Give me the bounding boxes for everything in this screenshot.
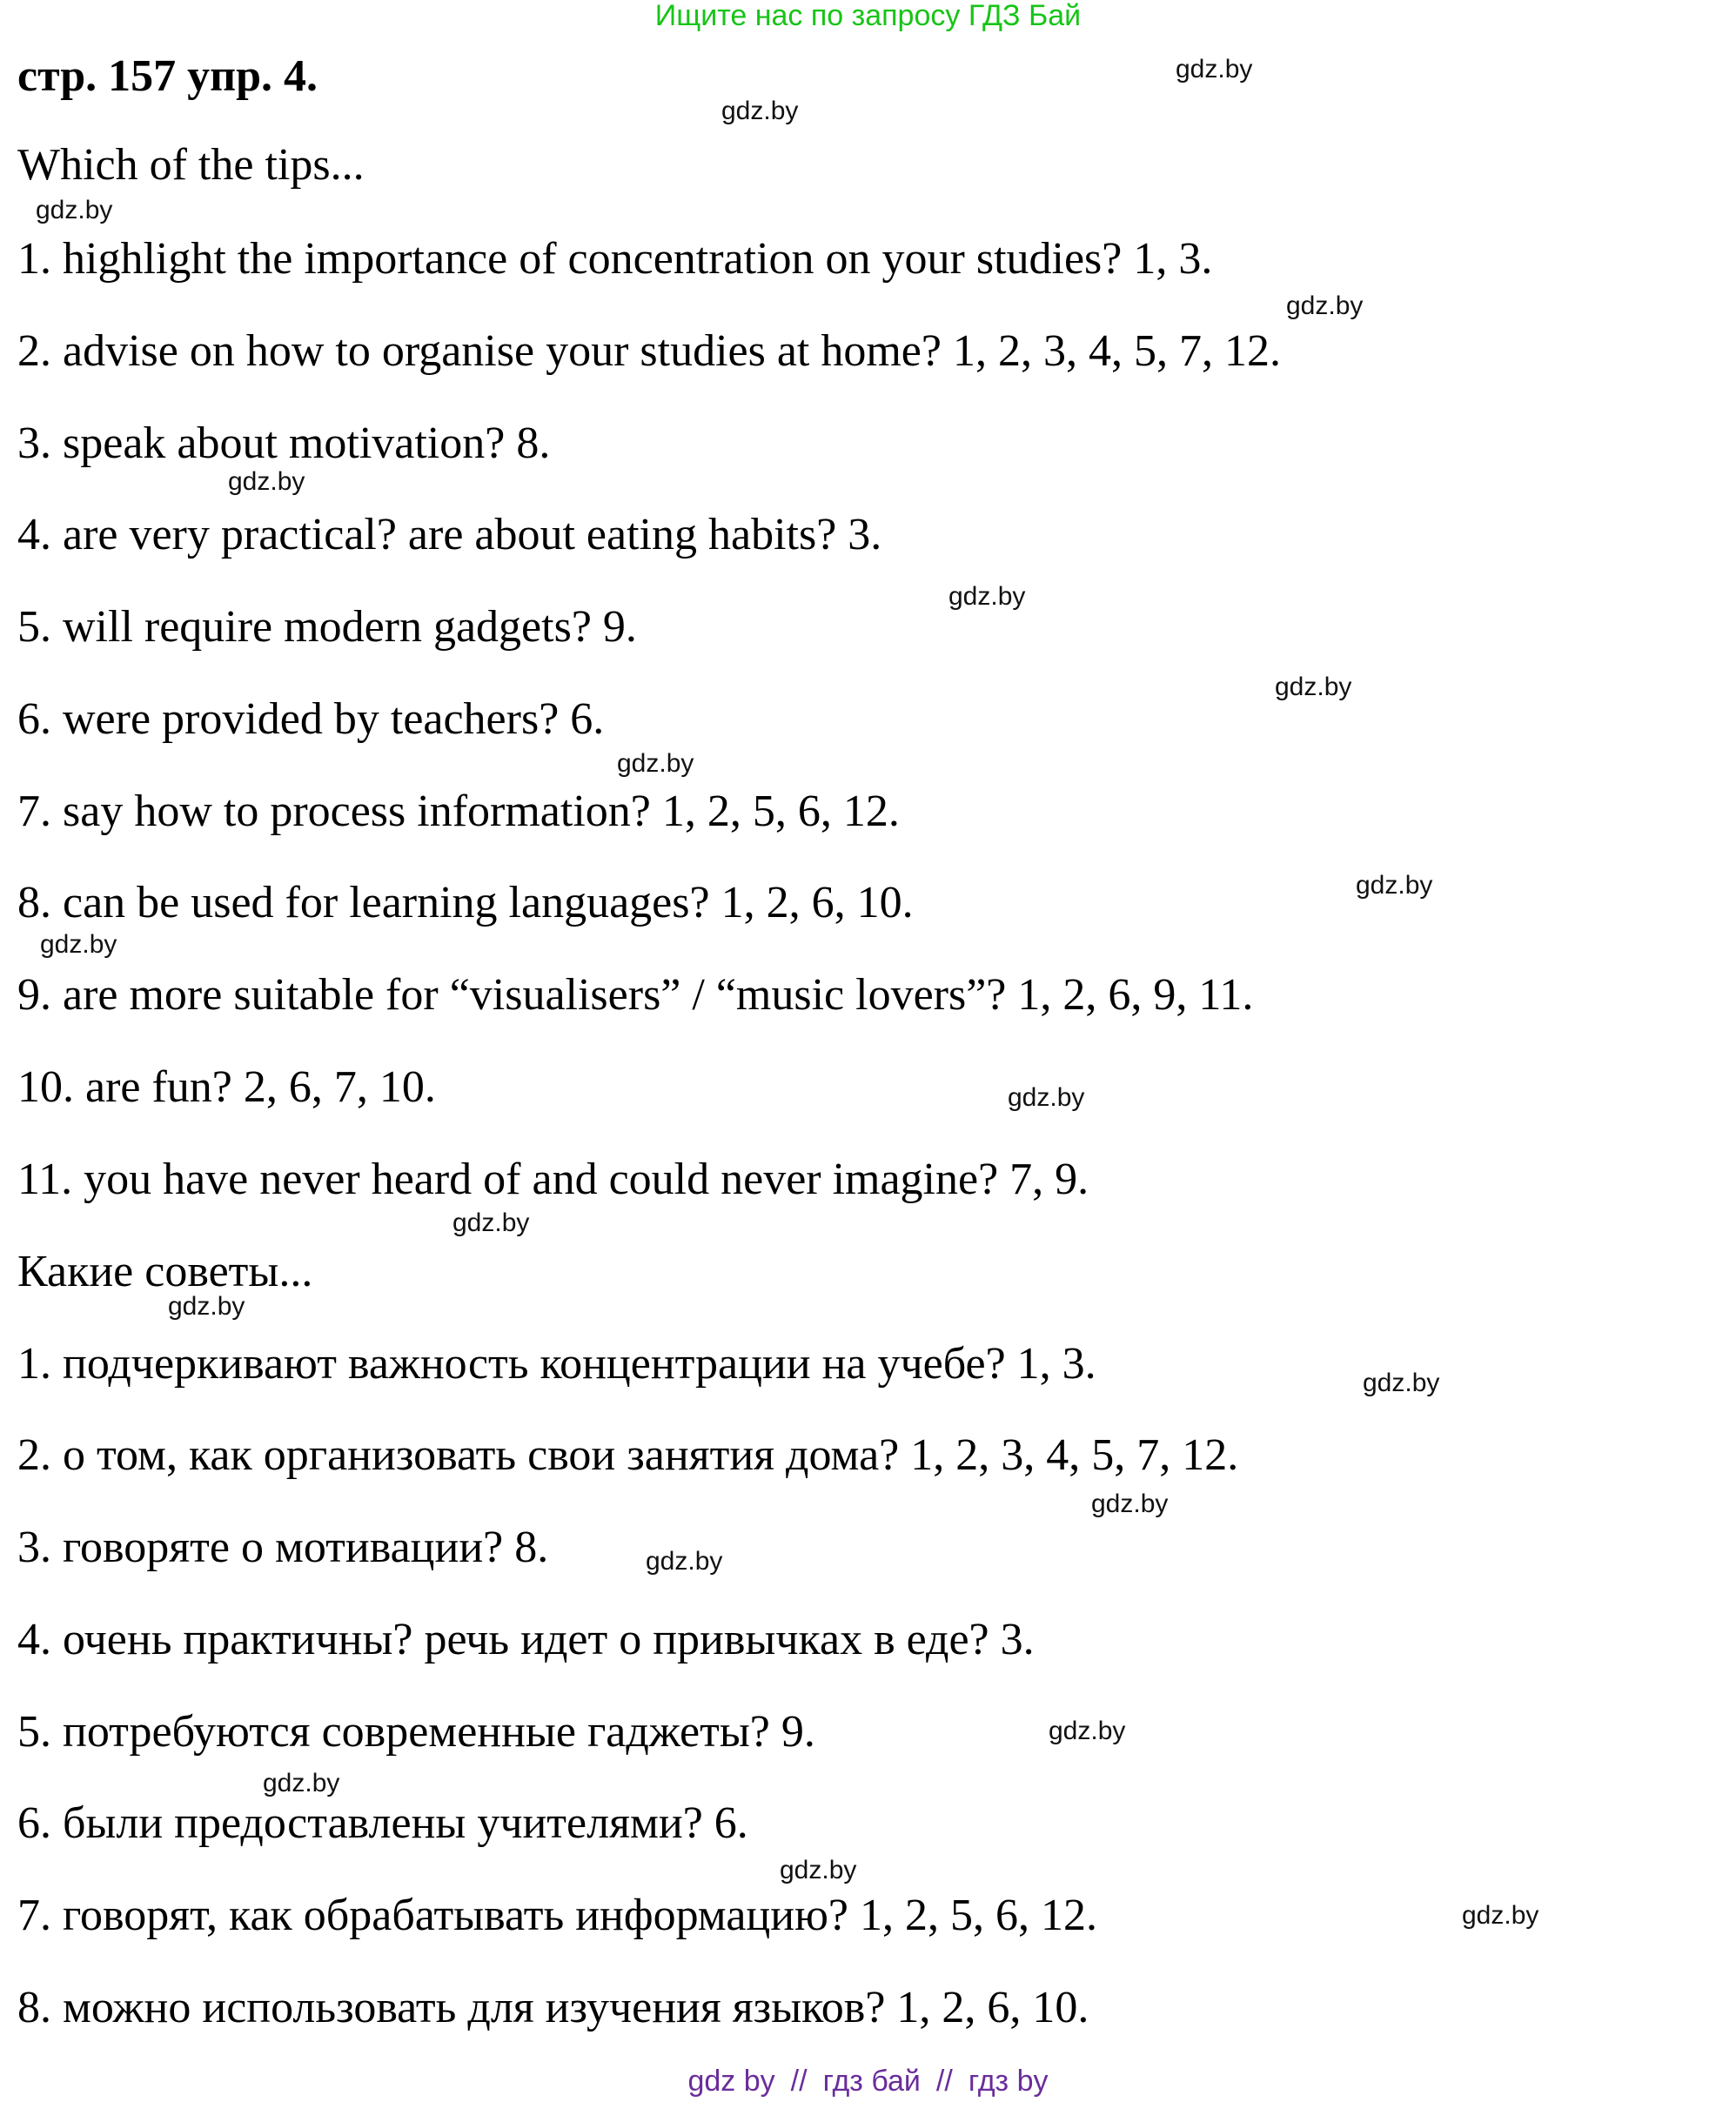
english-item: 9. are more suitable for “visualisers” / “music lovers”? 1, 2, 6, 9, 11. [17,970,1254,1020]
english-item: 11. you have never heard of and could never imagine? 7, 9. [17,1155,1089,1204]
watermark: gdz.by [721,97,799,125]
english-item: 6. were provided by teachers? 6. [17,694,605,744]
watermark: gdz.by [1008,1083,1085,1112]
english-item: 7. say how to process information? 1, 2, 5, 6, 12. [17,787,900,836]
english-item: 3. speak about motivation? 8. [17,418,551,468]
russian-item: 6. были предоставлены учителями? 6. [17,1798,748,1848]
watermark: gdz.by [1091,1489,1169,1518]
english-item: 2. advise on how to organise your studies at home? 1, 2, 3, 4, 5, 7, 12. [17,326,1281,376]
watermark: gdz.by [168,1292,245,1321]
russian-item: 5. потребуются современные гаджеты? 9. [17,1707,815,1757]
russian-item: 2. о том, как организовать свои занятия дома? 1, 2, 3, 4, 5, 7, 12. [17,1430,1239,1480]
watermark: gdz.by [1275,673,1352,701]
english-item: 8. can be used for learning languages? 1, 2, 6, 10. [17,878,914,927]
footer-link-gdz-by[interactable]: gdz by [687,2065,775,2098]
footer-link-gdz-by-ru[interactable]: гдз by [968,2065,1049,2098]
footer-separator: // [790,2065,808,2098]
watermark: gdz.by [1049,1717,1126,1745]
watermark: gdz.by [948,582,1026,611]
watermark: gdz.by [1356,871,1433,900]
watermark: gdz.by [780,1856,857,1884]
english-intro: Which of the tips... [17,140,365,190]
watermark: gdz.by [40,930,117,959]
search-banner: Ищите нас по запросу ГДЗ Бай [654,0,1082,32]
english-item: 10. are fun? 2, 6, 7, 10. [17,1062,436,1112]
english-item: 4. are very practical? are about eating habits? 3. [17,510,882,559]
watermark: gdz.by [646,1547,723,1576]
english-item: 1. highlight the importance of concentration on your studies? 1, 3. [17,234,1213,284]
watermark: gdz.by [1462,1901,1539,1930]
russian-item: 8. можно использовать для изучения языков? 1, 2, 6, 10. [17,1983,1089,2032]
footer-separator: // [935,2065,953,2098]
footer-links [0,2064,1736,2099]
watermark: gdz.by [228,467,305,496]
watermark: gdz.by [36,196,113,224]
watermark: gdz.by [1176,55,1253,84]
watermark: gdz.by [263,1769,340,1797]
russian-item: 3. говоряте о мотивации? 8. [17,1523,549,1572]
english-item: 5. will require modern gadgets? 9. [17,602,637,652]
russian-item: 1. подчеркивают важность концентрации на учебе? 1, 3. [17,1339,1096,1389]
watermark: gdz.by [1286,291,1364,320]
footer-link-gdz-bai[interactable]: гдз бай [822,2065,921,2098]
page-title: стр. 157 упр. 4. [17,51,318,101]
watermark: gdz.by [1363,1369,1440,1397]
russian-intro: Какие советы... [17,1247,313,1296]
watermark: gdz.by [452,1208,530,1237]
watermark: gdz.by [617,749,694,778]
russian-item: 7. говорят, как обрабатывать информацию? 1, 2, 5, 6, 12. [17,1891,1097,1940]
russian-item: 4. очень практичны? речь идет о привычках в еде? 3. [17,1615,1035,1664]
